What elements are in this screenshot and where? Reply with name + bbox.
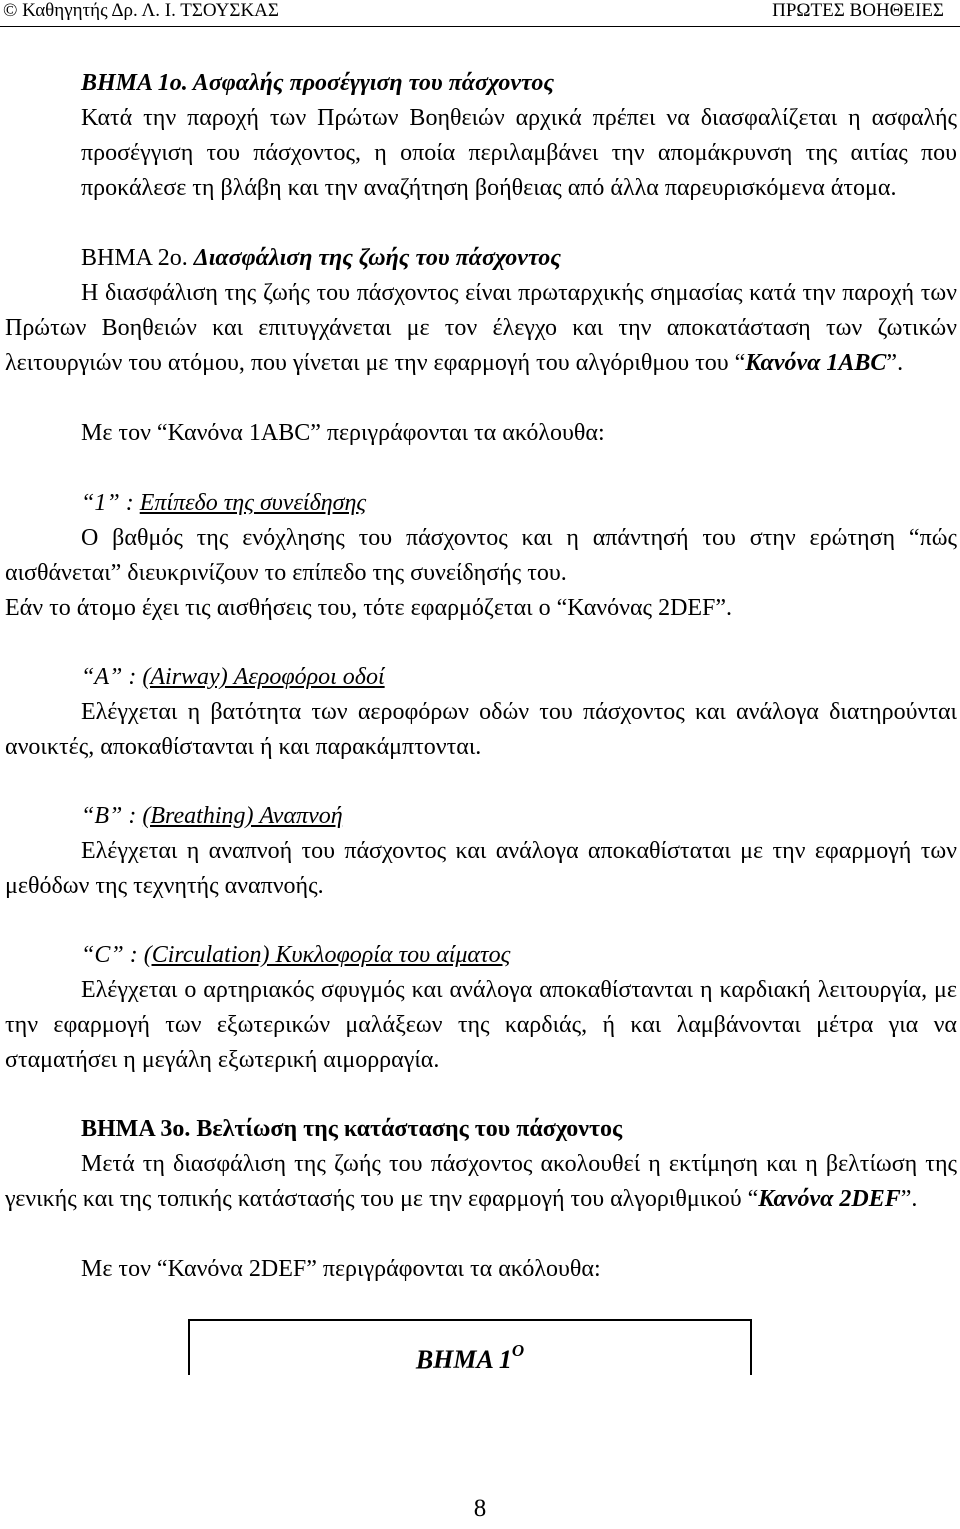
itemC-letter: C bbox=[94, 942, 111, 968]
step2-title: Διασφάλιση της ζωής του πάσχοντος bbox=[193, 245, 561, 271]
header-author: © Καθηγητής Δρ. Λ. Ι. ΤΣΟΥΣΚΑΣ bbox=[3, 0, 279, 21]
step2-label: ΒΗΜΑ 2ο. bbox=[81, 245, 188, 271]
itemA-title: (Airway) Αεροφόροι οδοί bbox=[142, 664, 385, 690]
step-box-text: ΒΗΜΑ 1 bbox=[415, 1345, 512, 1374]
step-box-wrap bbox=[5, 1319, 957, 1375]
step2-text: Η διασφάλιση της ζωής του πάσχοντος είναι πρωταρχικής σημασίας κατά την παροχή των Πρώτων Βοηθειών και επιτυγχάνεται με τον έλεγχο και την αποκατάσταση των ζωτικών λειτουργιών του ατόμου, που γίνεται με την εφαρμογή του αλγόριθμου του “Κανόνα 1ABC”. bbox=[5, 280, 957, 376]
itemC-sep: : bbox=[123, 942, 144, 968]
itemC-heading: “C” : (Circulation) Κυκλοφορία του αίματος bbox=[81, 942, 511, 968]
step3-text: Μετά τη διασφάλιση της ζωής του πάσχοντος ακολουθεί η εκτίμηση και η βελτίωση της γενικής και της τοπικής κατάστασής του με την εφαρμογή του αλγοριθμικού “Κανόνα 2DEF”. bbox=[5, 1151, 957, 1212]
step1-text bbox=[5, 101, 957, 206]
itemC-title: (Circulation) Κυκλοφορία του αίματος bbox=[143, 942, 511, 968]
itemB-title: (Breathing) Αναπνοή bbox=[142, 803, 343, 829]
step2-rule: Κανόνα 1ABC bbox=[745, 350, 887, 376]
header-title: ΠΡΩΤΕΣ ΒΟΗΘΕΙΕΣ bbox=[772, 0, 944, 21]
itemB-text: Ελέγχεται η αναπνοή του πάσχοντος και ανάλογα αποκαθίσταται με την εφαρμογή των μεθόδων της τεχνητής αναπνοής. bbox=[5, 838, 957, 899]
itemA-letter: A bbox=[94, 664, 110, 690]
item1-sep: : bbox=[119, 490, 140, 516]
step2-text-body: Η διασφάλιση της ζωής του πάσχοντος είναι πρωταρχικής σημασίας κατά την παροχή των Πρώτων Βοηθειών και επιτυγχάνεται με τον έλεγχο και την αποκατάσταση των ζωτικών λειτουργιών του ατόμου, που γίνεται με την εφαρμογή του αλγόριθμου του bbox=[5, 280, 957, 376]
step2-heading bbox=[5, 241, 957, 276]
document-body bbox=[5, 66, 957, 1375]
step3-rule-after: . bbox=[911, 1186, 918, 1212]
item1-letter: 1 bbox=[94, 490, 107, 516]
itemB-sep: : bbox=[122, 803, 143, 829]
step3-rule: Κανόνα 2DEF bbox=[758, 1186, 901, 1212]
step3-heading: ΒΗΜΑ 3ο. Βελτίωση της κατάστασης του πάσχοντος bbox=[81, 1116, 623, 1142]
itemA-sep: : bbox=[122, 664, 143, 690]
page-header bbox=[0, 0, 960, 27]
step1-text-body: Κατά την παροχή των Πρώτων Βοηθειών αρχικά πρέπει να διασφαλίζεται η ασφαλής προσέγγιση του πάσχοντος, η οποία περιλαμβάνει την απομάκρυνση της αιτίας που προκάλεσε τη βλάβη και την αναζήτηση βοήθειας από άλλα παρευρισκόμενα άτομα. bbox=[81, 105, 957, 201]
step3-intro: Με τον “Κανόνα 2DEF” περιγράφονται τα ακόλουθα: bbox=[81, 1256, 601, 1282]
step-box-sup: Ο bbox=[511, 1341, 525, 1360]
itemA-text: Ελέγχεται η βατότητα των αεροφόρων οδών του πάσχοντος και ανάλογα διατηρούνται ανοικτές, αποκαθίστανται ή και παρακάμπτονται. bbox=[5, 699, 957, 760]
page-number: 8 bbox=[473, 1495, 487, 1522]
step1-heading: ΒΗΜΑ 1ο. Ασφαλής προσέγγιση του πάσχοντος bbox=[81, 70, 555, 96]
item1-title: Επίπεδο της συνείδησης bbox=[139, 490, 367, 516]
item1-text-b: Εάν το άτομο έχει τις αισθήσεις του, τότε εφαρμόζεται ο “Κανόνας 2DEF”. bbox=[5, 595, 733, 621]
step-box bbox=[188, 1319, 752, 1375]
itemA-heading: “A” : (Airway) Αεροφόροι οδοί bbox=[81, 664, 385, 690]
step3-text-body: Μετά τη διασφάλιση της ζωής του πάσχοντος ακολουθεί η εκτίμηση και η βελτίωση της γενικής και της τοπικής κατάστασής του με την εφαρμογή του αλγοριθμικού bbox=[5, 1151, 957, 1212]
step2-intro: Με τον “Κανόνα 1ABC” περιγράφονται τα ακόλουθα: bbox=[81, 420, 605, 446]
itemC-text: Ελέγχεται ο αρτηριακός σφυγμός και ανάλογα αποκαθίστανται η καρδιακή λειτουργία, με την εφαρμογή των εξωτερικών μαλάξεων της καρδιάς, ή και λαμβάνονται μέτρα για να σταματήσει η μεγάλη εξωτερική αιμορραγία. bbox=[5, 977, 957, 1073]
item1-heading: “1” : Επίπεδο της συνείδησης bbox=[81, 490, 367, 516]
item1-text-a: Ο βαθμός της ενόχλησης του πάσχοντος και η απάντησή του στην ερώτηση “πώς αισθάνεται” διευκρινίζουν το επίπεδο της συνείδησής του. bbox=[5, 525, 957, 586]
itemB-letter: B bbox=[94, 803, 110, 829]
itemB-heading: “B” : (Breathing) Αναπνοή bbox=[81, 803, 343, 829]
step2-rule-after: . bbox=[897, 350, 904, 376]
